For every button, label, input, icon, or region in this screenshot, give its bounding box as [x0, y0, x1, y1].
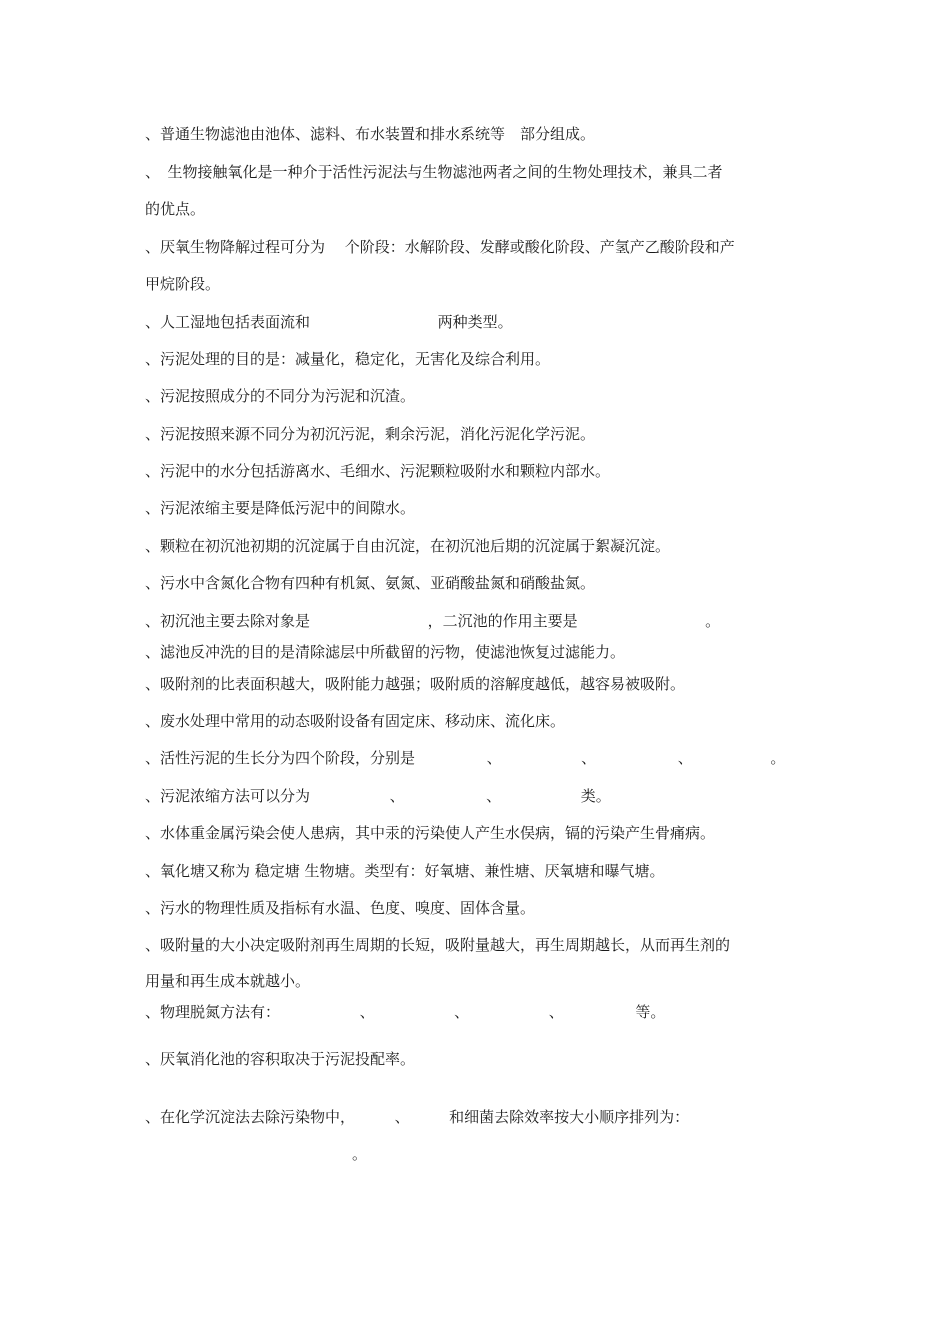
item-9	[145, 498, 810, 518]
item-2-text-2: 的优点。	[145, 200, 206, 218]
item-19-text: 、氧化塘又称为 稳定塘 生物塘。类型有：好氧塘、兼性塘、厌氧塘和曝气塘。	[145, 862, 665, 880]
item-24-line-1	[145, 1107, 810, 1127]
item-2-line-1	[145, 162, 810, 182]
item-20-text: 、污水的物理性质及指标有水温、色度、嗅度、固体含量。	[145, 899, 536, 917]
item-14	[145, 674, 810, 694]
item-22-end: 等。	[635, 1003, 666, 1021]
item-23-text: 、厌氧消化池的容积取决于污泥投配率。	[145, 1050, 416, 1068]
item-8-text: 、污泥中的水分包括游离水、毛细水、污泥颗粒吸附水和颗粒内部水。	[145, 462, 611, 480]
item-7	[145, 424, 810, 444]
item-16-sep-3: 、	[677, 749, 693, 767]
item-22-sep-2: 、	[454, 1003, 470, 1021]
item-12-text-3: 。	[705, 612, 721, 630]
item-13-text: 、滤池反冲洗的目的是清除滤层中所截留的污物，使滤池恢复过滤能力。	[145, 643, 626, 661]
item-18-text: 、水体重金属污染会使人患病，其中汞的污染使人产生水俣病，镉的污染产生骨痛病。	[145, 824, 716, 842]
item-22-text: 、物理脱氮方法有：	[145, 1003, 281, 1021]
item-24-line-2	[352, 1144, 412, 1164]
item-3-text-1: 、厌氧生物降解过程可分为 个阶段：水解阶段、发酵或酸化阶段、产氢产乙酸阶段和产	[145, 238, 735, 256]
item-24-text-1: 、在化学沉淀法去除污染物中，	[145, 1108, 356, 1126]
item-13	[145, 642, 810, 662]
item-2-text-1: 、 生物接触氧化是一种介于活性污泥法与生物滤池两者之间的生物处理技术，兼具二者	[145, 163, 723, 181]
item-4-text-2: 两种类型。	[437, 313, 513, 331]
item-10	[145, 536, 810, 556]
item-16	[145, 748, 810, 768]
item-17-sep-2: 、	[486, 787, 502, 805]
item-16-text: 、活性污泥的生长分为四个阶段，分别是	[145, 749, 416, 767]
item-6	[145, 386, 810, 406]
item-22-sep-3: 、	[548, 1003, 564, 1021]
item-21-line-2	[145, 971, 810, 991]
item-16-sep-1: 、	[486, 749, 502, 767]
item-11-text: 、污水中含氮化合物有四种有机氮、氨氮、亚硝酸盐氮和硝酸盐氮。	[145, 574, 596, 592]
item-12	[145, 611, 810, 631]
item-9-text: 、污泥浓缩主要是降低污泥中的间隙水。	[145, 499, 416, 517]
item-20	[145, 898, 810, 918]
item-22	[145, 1002, 810, 1022]
item-7-text: 、污泥按照来源不同分为初沉污泥，剩余污泥，消化污泥化学污泥。	[145, 425, 596, 443]
item-5	[145, 349, 810, 369]
item-24-text-2: 和细菌去除效率按大小顺序排列为：	[449, 1108, 690, 1126]
item-17-text: 、污泥浓缩方法可以分为	[145, 787, 311, 805]
item-1-text: 、普通生物滤池由池体、滤料、布水装置和排水系统等 部分组成。	[145, 125, 596, 143]
item-15-text: 、废水处理中常用的动态吸附设备有固定床、移动床、流化床。	[145, 712, 566, 730]
item-23	[145, 1049, 810, 1069]
item-19	[145, 861, 810, 881]
item-16-sep-2: 、	[581, 749, 597, 767]
item-17-end: 类。	[580, 787, 611, 805]
item-11	[145, 573, 810, 593]
item-15	[145, 711, 810, 731]
item-4-text-1: 、人工湿地包括表面流和	[145, 313, 311, 331]
item-12-text-2: ，二沉池的作用主要是	[427, 612, 578, 630]
item-10-text: 、颗粒在初沉池初期的沉淀属于自由沉淀，在初沉池后期的沉淀属于絮凝沉淀。	[145, 537, 671, 555]
item-21-line-1	[145, 935, 810, 955]
item-21-text-1: 、吸附量的大小决定吸附剂再生周期的长短，吸附量越大，再生周期越长，从而再生剂的	[145, 936, 731, 954]
item-14-text: 、吸附剂的比表面积越大，吸附能力越强；吸附质的溶解度越低，越容易被吸附。	[145, 675, 686, 693]
item-3-line-2	[145, 274, 810, 294]
item-3-text-2: 甲烷阶段。	[145, 275, 221, 293]
item-2-line-2	[145, 199, 810, 219]
item-5-text: 、污泥处理的目的是：减量化，稳定化，无害化及综合利用。	[145, 350, 551, 368]
item-17-sep-1: 、	[389, 787, 405, 805]
item-24-end: 。	[352, 1145, 368, 1163]
item-22-sep-1: 、	[359, 1003, 375, 1021]
item-8	[145, 461, 810, 481]
item-24-sep: 、	[394, 1108, 410, 1126]
item-1	[145, 124, 810, 144]
item-12-text-1: 、初沉池主要去除对象是	[145, 612, 311, 630]
item-6-text: 、污泥按照成分的不同分为污泥和沉渣。	[145, 387, 416, 405]
item-16-end: 。	[770, 749, 786, 767]
item-18	[145, 823, 810, 843]
item-21-text-2: 用量和再生成本就越小。	[145, 972, 311, 990]
item-17	[145, 786, 810, 806]
item-3-line-1	[145, 237, 810, 257]
item-4	[145, 312, 810, 332]
